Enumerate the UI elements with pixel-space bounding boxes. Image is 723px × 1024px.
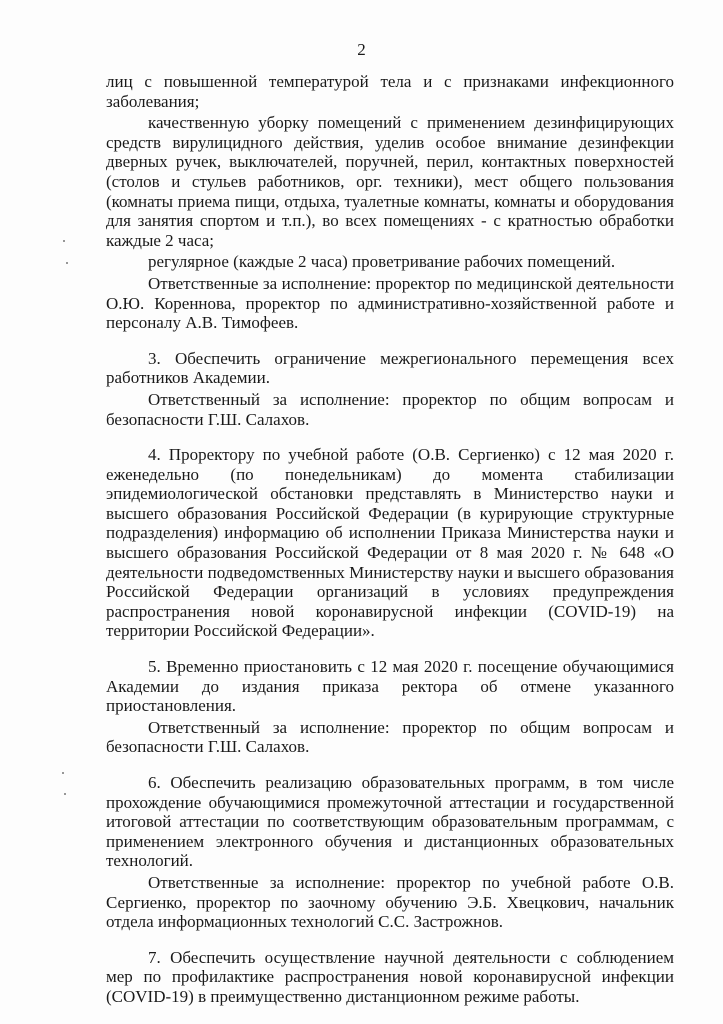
paragraph-item-5: 5. Временно приостановить с 12 мая 2020 г. посещение обучающимися Академии до издания приказа ректора об отмене указанного приостановления. — [106, 657, 674, 716]
paragraph-responsible-medical: Ответственные за исполнение: проректор по медицинской деятельности О.Ю. Кореннова, проректор по административно-хозяйственной работе и персоналу А.В. Тимофеев. — [106, 273, 674, 333]
paragraph-item-6: 6. Обеспечить реализацию образовательных программ, в том числе прохождение обучающимися промежуточной аттестации и государственной итоговой аттестации по соответствующим образовательным программам, с применением электронного обучения и дистанционных образовательных технологий. — [106, 773, 674, 871]
paragraph-fever-screening: лиц с повышенной температурой тела и с признаками инфекционного заболевания; — [106, 72, 674, 111]
paragraph-item-7: 7. Обеспечить осуществление научной деятельности с соблюдением мер по профилактике распространения новой коронавирусной инфекции (COVID-19) в преимущественно дистанционном режиме работы. — [106, 947, 674, 1006]
scan-speck — [63, 240, 65, 242]
paragraph-responsible-security-2: Ответственный за исполнение: проректор по общим вопросам и безопасности Г.Ш. Салахов. — [106, 717, 674, 757]
paragraph-responsible-education: Ответственные за исполнение: проректор по учебной работе О.В. Сергиенко, проректор по заочному обучению Э.Б. Хвецкович, начальник отдела информационных технологий С.С. Застрожнов. — [106, 872, 674, 932]
scan-speck — [64, 793, 66, 795]
document-body — [106, 72, 674, 1007]
paragraph-item-4: 4. Проректору по учебной работе (О.В. Сергиенко) с 12 мая 2020 г. еженедельно (по понедельникам) до момента стабилизации эпидемиологической обстановки представлять в Министерство науки и высшего образования Российской Федерации (в курирующие структурные подразделения) информацию об исполнении Приказа Министерства науки и высшего образования Российской Федерации от 8 мая 2020 г. № 648 «О деятельности подведомственных Министерству науки и высшего образования Российской Федерации организаций в условиях предупреждения распространения новой коронавирусной инфекции (COVID-19) на территории Российской Федерации». — [106, 445, 674, 641]
page-number: 2 — [357, 40, 366, 59]
scan-speck — [66, 262, 68, 264]
scan-speck — [62, 772, 64, 774]
paragraph-cleaning: качественную уборку помещений с применением дезинфицирующих средств вирулицидного действия, уделив особое внимание дезинфекции дверных ручек, выключателей, поручней, перил, контактных поверхностей (столов и стульев работников, орг. техники), мест общего пользования (комнаты приема пищи, отдыха, туалетные комнаты, комнаты и оборудования для занятия спортом и т.п.), во всех помещениях - с кратностью обработки каждые 2 часа; — [106, 113, 674, 250]
paragraph-ventilation: регулярное (каждые 2 часа) проветривание рабочих помещений. — [148, 252, 616, 272]
paragraph-item-3: 3. Обеспечить ограничение межрегионального перемещения всех работников Академии. — [106, 348, 674, 388]
paragraph-responsible-security-1: Ответственный за исполнение: проректор по общим вопросам и безопасности Г.Ш. Салахов. — [106, 389, 674, 429]
